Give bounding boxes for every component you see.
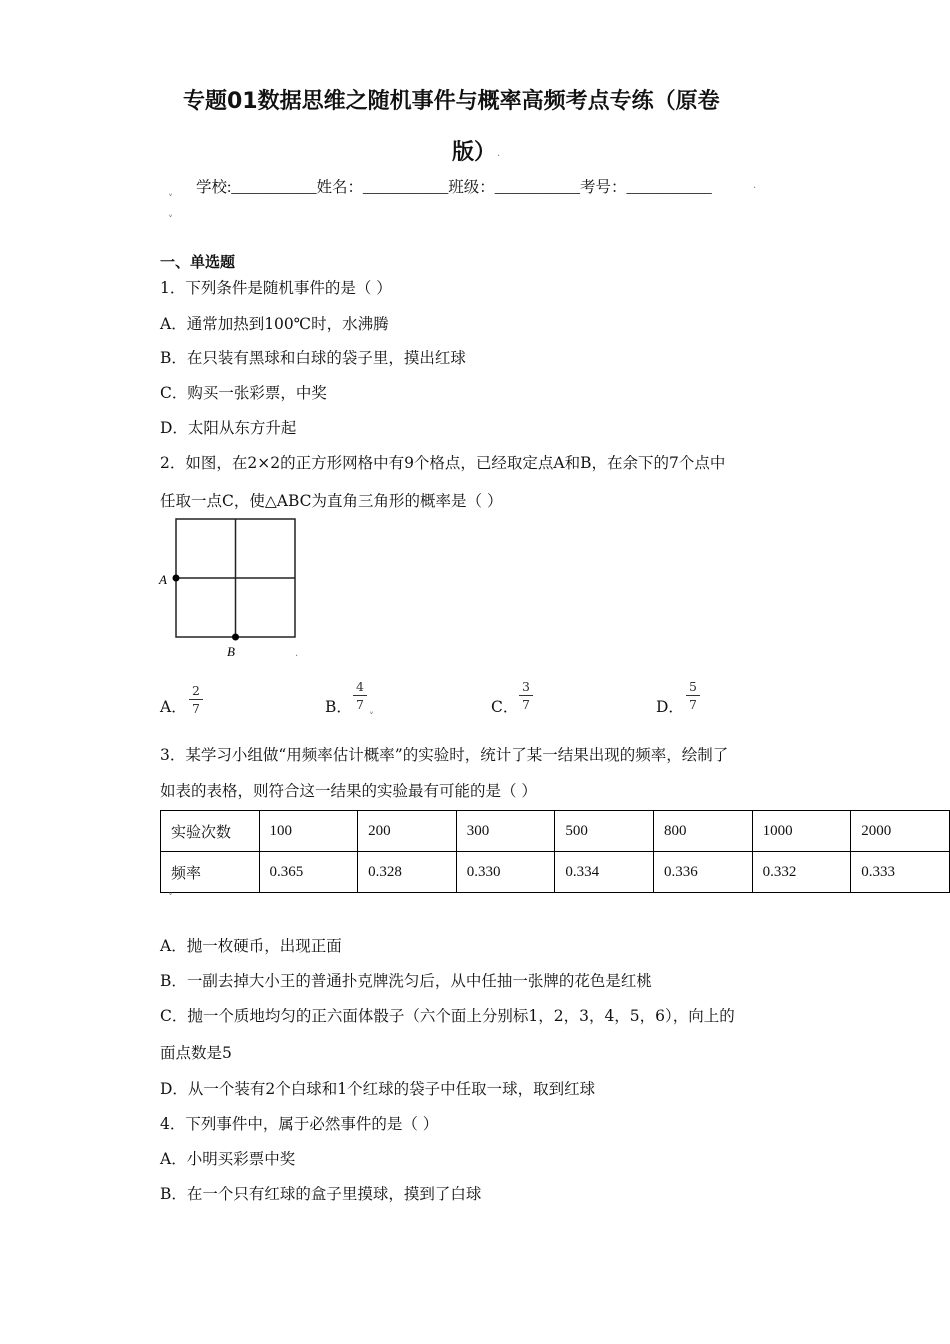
table-cell: 0.330 bbox=[456, 852, 555, 893]
table-cell: 200 bbox=[358, 811, 457, 852]
fraction-c-denominator: 7 bbox=[522, 697, 530, 712]
table-cell: 800 bbox=[654, 811, 753, 852]
paragraph-mark: ˅ bbox=[168, 194, 173, 205]
paragraph-mark: . bbox=[295, 648, 299, 659]
question-3-option-b: B．一副去掉大小王的普通扑克牌洗匀后，从中任抽一张牌的花色是红桃 bbox=[160, 972, 652, 990]
table-cell: 1000 bbox=[752, 811, 851, 852]
table-cell: 500 bbox=[555, 811, 654, 852]
fraction-b-denominator: 7 bbox=[356, 697, 364, 712]
fraction-c-numerator: 3 bbox=[522, 679, 530, 694]
question-1-stem: 1．下列条件是随机事件的是（ ） bbox=[160, 279, 392, 297]
question-4-option-a: A．小明买彩票中奖 bbox=[160, 1150, 296, 1168]
frequency-table bbox=[160, 810, 950, 893]
fraction-d-numerator: 5 bbox=[689, 679, 697, 694]
table-cell: 0.334 bbox=[555, 852, 654, 893]
question-4-stem: 4．下列事件中，属于必然事件的是（ ） bbox=[160, 1115, 439, 1133]
document-title-line2: 版） bbox=[452, 140, 497, 165]
question-1-option-a: A．通常加热到100℃时，水沸腾 bbox=[160, 315, 389, 333]
table-cell: 频率 bbox=[161, 852, 260, 893]
table-cell: 2000 bbox=[851, 811, 950, 852]
question-2-option-d-letter: D． bbox=[656, 698, 684, 716]
table-cell: 0.336 bbox=[654, 852, 753, 893]
fraction-d-denominator: 7 bbox=[689, 697, 697, 712]
paragraph-mark: ˅ bbox=[369, 712, 374, 723]
table-cell: 0.365 bbox=[259, 852, 358, 893]
question-3-stem-line2: 如表的表格，则符合这一结果的实验最有可能的是（ ） bbox=[160, 782, 537, 800]
paragraph-mark: ˅ bbox=[168, 893, 173, 904]
question-2-option-a-letter: A． bbox=[160, 698, 187, 716]
fraction-a-numerator: 2 bbox=[192, 683, 200, 698]
section-heading: 一、单选题 bbox=[160, 253, 236, 271]
question-4-option-b: B．在一个只有红球的盒子里摸球，摸到了白球 bbox=[160, 1185, 482, 1203]
question-1-option-c: C．购买一张彩票，中奖 bbox=[160, 384, 327, 402]
grid-figure bbox=[155, 512, 305, 662]
question-3-option-a: A．抛一枚硬币，出现正面 bbox=[160, 937, 342, 955]
question-3-option-c: C．抛一个质地均匀的正六面体骰子（六个面上分别标1，2，3，4，5，6），向上的 bbox=[160, 1007, 735, 1025]
table-cell: 实验次数 bbox=[161, 811, 260, 852]
question-1-option-d: D．太阳从东方升起 bbox=[160, 419, 297, 437]
table-cell: 300 bbox=[456, 811, 555, 852]
fraction-b bbox=[353, 680, 367, 712]
fraction-a-denominator: 7 bbox=[192, 701, 200, 716]
question-3-option-c-cont: 面点数是5 bbox=[160, 1044, 232, 1062]
fraction-d bbox=[686, 680, 700, 712]
paragraph-mark: ˅ bbox=[168, 215, 173, 226]
question-3-option-d: D．从一个装有2个白球和1个红球的袋子中任取一球，取到红球 bbox=[160, 1080, 596, 1098]
table-row bbox=[161, 852, 950, 893]
table-cell: 0.333 bbox=[851, 852, 950, 893]
table-cell: 0.332 bbox=[752, 852, 851, 893]
table-cell: 0.328 bbox=[358, 852, 457, 893]
question-2-stem-line2: 任取一点C，使△ABC为直角三角形的概率是（ ） bbox=[160, 492, 503, 510]
table-row bbox=[161, 811, 950, 852]
student-info-line: 学校:___________姓名：___________班级：___________考号：___________ bbox=[196, 179, 712, 196]
question-2-stem-line1: 2．如图，在2×2的正方形网格中有9个格点，已经取定点A和B，在余下的7个点中 bbox=[160, 454, 726, 472]
question-2-option-b-letter: B． bbox=[325, 698, 352, 716]
question-3-stem-line1: 3．某学习小组做“用频率估计概率”的实验时，统计了某一结果出现的频率，绘制了 bbox=[160, 746, 729, 764]
fraction-c bbox=[519, 680, 533, 712]
table-cell: 100 bbox=[259, 811, 358, 852]
paragraph-mark: . bbox=[497, 148, 501, 159]
label-a: A bbox=[159, 572, 167, 587]
label-b: B bbox=[227, 644, 235, 659]
fraction-b-numerator: 4 bbox=[356, 679, 364, 694]
point-b bbox=[232, 634, 239, 641]
fraction-a bbox=[189, 684, 203, 716]
point-a bbox=[173, 575, 180, 582]
question-2-option-c-letter: C． bbox=[491, 698, 519, 716]
document-title-line1: 专题01数据思维之随机事件与概率高频考点专练（原卷 bbox=[183, 89, 720, 114]
question-1-option-b: B．在只装有黑球和白球的袋子里，摸出红球 bbox=[160, 349, 466, 367]
paragraph-mark: . bbox=[753, 180, 757, 191]
